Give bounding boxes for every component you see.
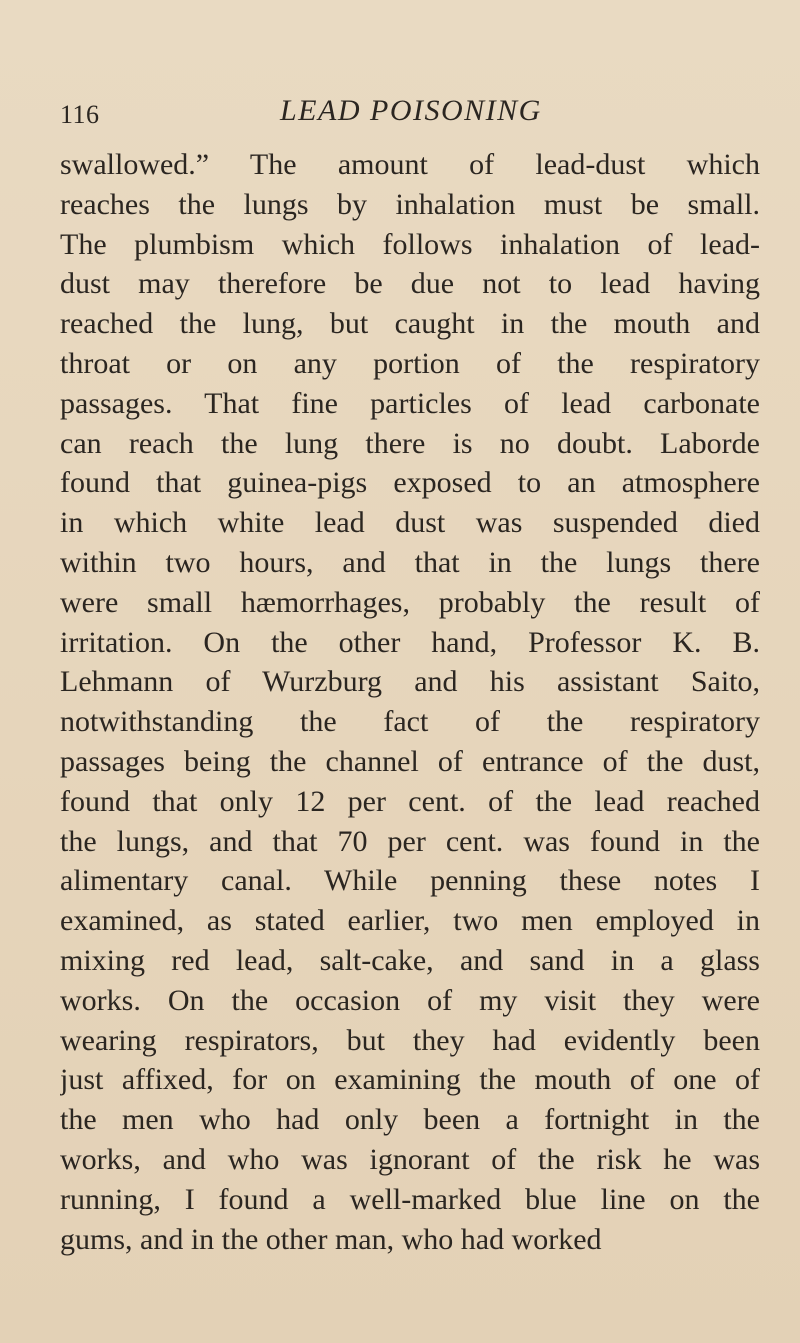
text-line: examined, as stated earlier, two men employed in: [60, 904, 760, 938]
text-line: mixing red lead, salt-cake, and sand in a glass: [60, 943, 760, 977]
text-line: in which white lead dust was suspended died: [60, 506, 760, 540]
text-line: passages being the channel of entrance of the dust,: [60, 744, 760, 778]
text-line: The plumbism which follows inhalation of lead-: [60, 227, 760, 261]
text-line: just affixed, for on examining the mouth of one of: [60, 1063, 760, 1097]
text-line: reached the lung, but caught in the mouth and: [60, 307, 760, 341]
text-line: irritation. On the other hand, Professor K. B.: [60, 625, 760, 659]
text-line: gums, and in the other man, who had worked: [60, 1222, 602, 1256]
running-title: LEAD POISONING: [280, 94, 542, 127]
text-line: works, and who was ignorant of the risk he was: [60, 1142, 760, 1176]
text-line: were small hæmorrhages, probably the result of: [60, 585, 760, 619]
text-line: dust may therefore be due not to lead having: [60, 267, 760, 301]
text-line: alimentary canal. While penning these notes I: [60, 864, 760, 898]
text-line: found that guinea-pigs exposed to an atmosphere: [60, 466, 760, 500]
text-line: found that only 12 per cent. of the lead reached: [60, 784, 760, 818]
text-line: works. On the occasion of my visit they were: [60, 983, 760, 1017]
text-line: Lehmann of Wurzburg and his assistant Saito,: [60, 665, 760, 699]
body-text: [60, 145, 760, 1259]
text-line: can reach the lung there is no doubt. Laborde: [60, 426, 760, 460]
text-line: the lungs, and that 70 per cent. was found in the: [60, 824, 760, 858]
text-line: wearing respirators, but they had evidently been: [60, 1023, 760, 1057]
text-line: throat or on any portion of the respiratory: [60, 346, 760, 380]
page-number: 116: [60, 100, 100, 129]
text-line: passages. That fine particles of lead carbonate: [60, 386, 760, 420]
text-line: notwithstanding the fact of the respiratory: [60, 705, 760, 739]
text-line: within two hours, and that in the lungs there: [60, 545, 760, 579]
running-head: [60, 94, 760, 138]
text-line: swallowed.” The amount of lead-dust which: [60, 148, 760, 181]
text-line: reaches the lungs by inhalation must be small.: [60, 187, 760, 221]
text-line: running, I found a well-marked blue line on the: [60, 1182, 760, 1216]
text-line: the men who had only been a fortnight in the: [60, 1103, 760, 1137]
